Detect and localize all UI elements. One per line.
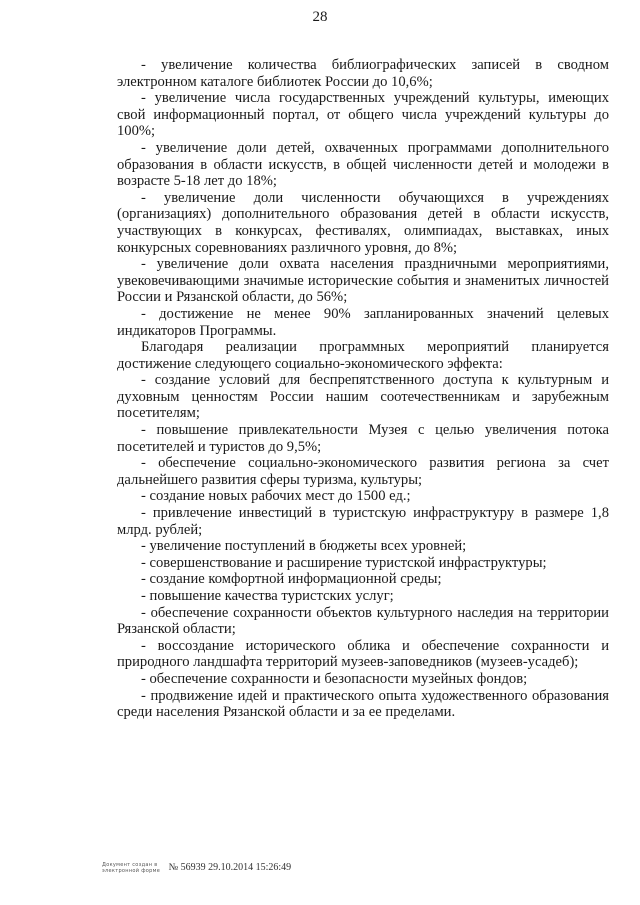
paragraph: - увеличение доли охвата населения праздничными мероприятиями, увековечивающими значимые исторические события и знаменитых личностей России и Рязанской области, до 56%;: [117, 256, 609, 306]
paragraph: - обеспечение сохранности объектов культурного наследия на территории Рязанской области;: [117, 604, 609, 638]
paragraph: - увеличение числа государственных учреждений культуры, имеющих свой информационный портал, от общего числа учреждений культуры до 100%;: [117, 90, 609, 140]
paragraph: - обеспечение социально-экономического развития региона за счет дальнейшего развития сферы туризма, культуры;: [117, 455, 609, 488]
paragraph: - повышение привлекательности Музея с целью увеличения потока посетителей и туристов до 9,5%;: [117, 422, 609, 455]
stamp-line-1: Документ создан в: [102, 862, 158, 868]
paragraph: - продвижение идей и практического опыта художественного образования среди населения Рязанской области и за ее пределами.: [117, 687, 609, 721]
paragraph: - создание новых рабочих мест до 1500 ед.;: [141, 488, 411, 505]
registration-number: № 56939 29.10.2014 15:26:49: [168, 862, 292, 873]
paragraph: - увеличение доли детей, охваченных программами дополнительного образования в области искусств, в общей численности детей и молодежи в возрасте 5-18 лет до 18%;: [117, 139, 609, 190]
paragraph: - увеличение поступлений в бюджеты всех уровней;: [141, 538, 467, 555]
paragraph: - повышение качества туристских услуг;: [141, 588, 394, 604]
paragraph: - привлечение инвестиций в туристскую инфраструктуру в размере 1,8 млрд. рублей;: [117, 505, 609, 538]
paragraph: - совершенствование и расширение туристской инфраструктуры;: [141, 554, 547, 571]
paragraph: - создание условий для беспрепятственного доступа к культурным и духовным ценностям России нашим соотечественникам и зарубежным посетителям;: [117, 372, 609, 422]
paragraph: - увеличение количества библиографических записей в сводном электронном каталоге библиотек России до 10,6%;: [117, 57, 609, 90]
document-body: [117, 57, 609, 721]
stamp-line-2: электронной форме: [102, 868, 161, 874]
page-number: 28: [312, 9, 328, 25]
electronic-document-stamp: [102, 862, 160, 874]
paragraph: Благодаря реализации программных мероприятий планируется достижение следующего социально-экономического эффекта:: [117, 339, 609, 372]
paragraph: - обеспечение сохранности и безопасности музейных фондов;: [141, 670, 528, 687]
document-footer: [102, 862, 291, 874]
paragraph: - воссоздание исторического облика и обеспечение сохранности и природного ландшафта территорий музеев-заповедников (музеев-усадеб);: [117, 637, 609, 671]
paragraph: - достижение не менее 90% запланированных значений целевых индикаторов Программы.: [117, 305, 609, 339]
paragraph: - создание комфортной информационной среды;: [141, 571, 442, 588]
paragraph: - увеличение доли численности обучающихся в учреждениях (организациях) дополнительного образования детей в области искусств, участвующих в конкурсах, фестивалях, олимпиадах, выставках, иных конкурсных соревнованиях различного уровня, до 8%;: [117, 189, 609, 256]
